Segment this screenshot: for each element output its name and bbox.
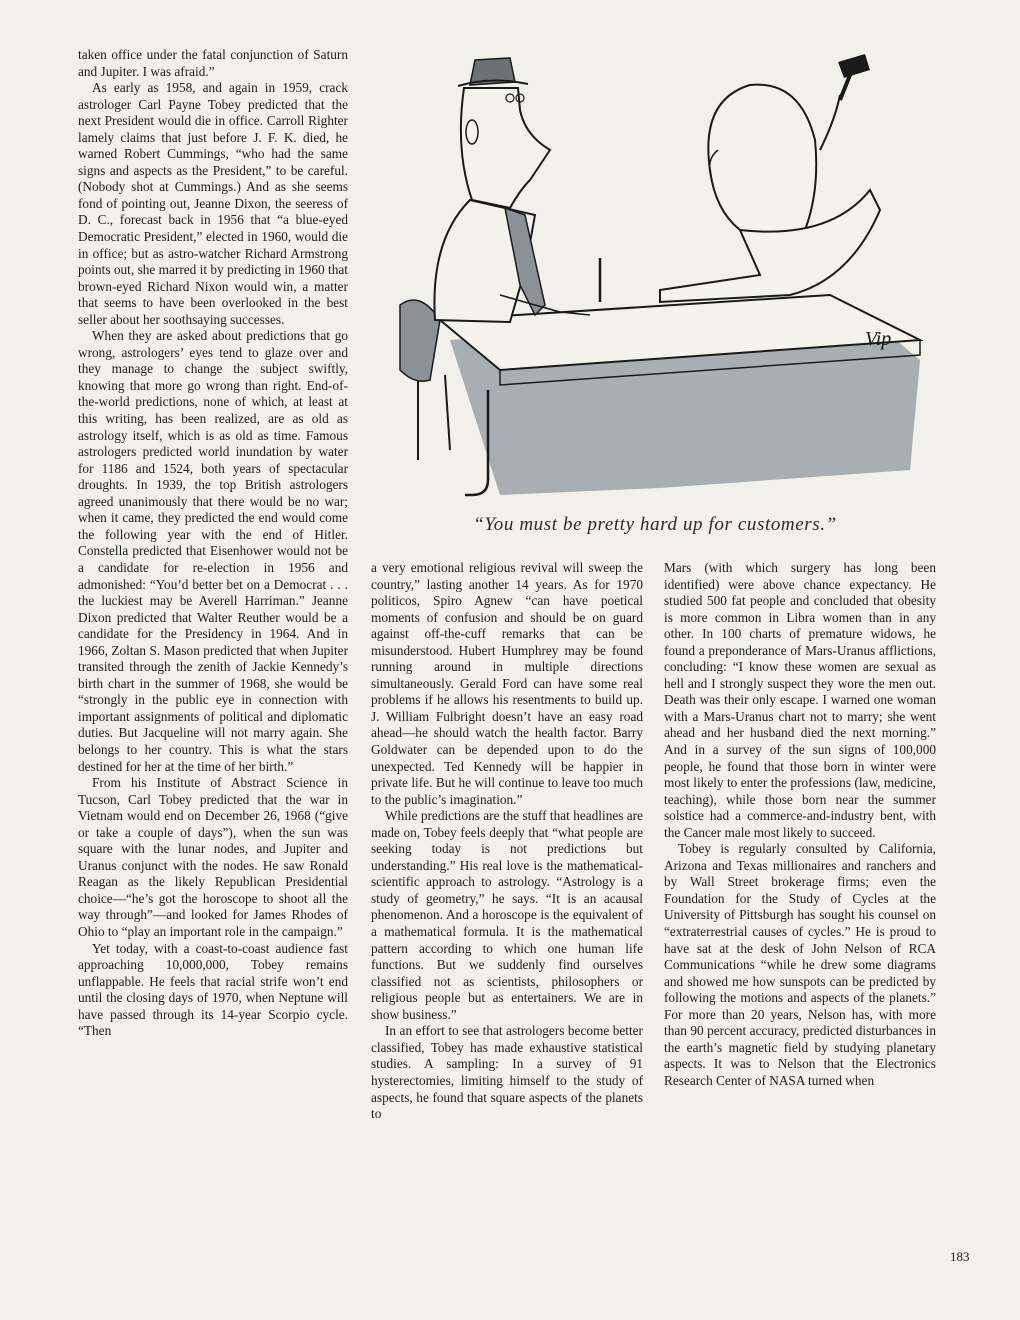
paragraph: Mars (with which surgery has long been identified) were above chance expectancy. He studied 500 fat people and concluded that obesity is more common in Libra women than in any other. In 100 charts of premature widows, he found a preponderance of Mars-Uranus afflictions, concluding: “I know these women are sexual as hell and I strongly suspect they wore the men out. Death was their only escape. I warned one woman with a Mars-Uranus chart not to marry; she went ahead and her husband died the next morning.” And in a survey of the sun signs of 100,000 people, he found that those born in winter were most likely to enter the professions (law, medicine, teaching), while those born near the summer solstice had a commerce-and-industry bent, with the Cancer male most likely to succeed. <box>664 560 936 840</box>
paragraph: In an effort to see that astrologers become better classified, Tobey has made exhaustive statistical studies. A sampling: In a survey of 91 hysterectomies, limiting himself to the study of aspects, he found that square aspects of the planets to <box>371 1023 643 1122</box>
cartoon-caption: “You must be pretty hard up for customers.” <box>473 514 837 535</box>
palm-reader-head <box>708 85 816 240</box>
paragraph: Yet today, with a coast-to-coast audience fast approaching 10,000,000, Tobey remains unflappable. He feels that racial strife won’t end until the closing days of 1970, when Neptune will have passed through its 14-year Scorpio cycle. “Then <box>78 940 348 1039</box>
paragraph: As early as 1958, and again in 1959, crack astrologer Carl Payne Tobey predicted that the next President would die in office. Carroll Righter lamely claims that just before J. F. K. died, he warned Robert Cummings, “who had the same signs and aspects as the President,” to be careful. (Nobody shot at Cummings.) And as she seems fond of pointing out, Jeanne Dixon, the seeress of D. C., forecast back in 1956 that “a blue-eyed Democratic President,” elected in 1960, would die in office; but as astro-watcher Richard Armstrong points out, she marred it by predicting in 1960 that brown-eyed Richard Nixon would win, a matter that seems to have been overlooked in the best seller about her soothsaying successes. <box>78 80 348 327</box>
paragraph: While predictions are the stuff that headlines are made on, Tobey feels deeply that “what people are seeking today is not predictions but understanding.” His real love is the mathematical-scientific approach to astrology. “Astrology is a study of geometry,” he says. “It is an acausal phenomenon. And a horoscope is the equivalent of a mathematical formula. It is the mathematical pattern according to which one human life functions. But we suddenly find ourselves classified not as scientists, philosophers or religious people but as entertainers. We are in show business.” <box>371 808 643 1022</box>
hammer-head <box>838 54 870 78</box>
paragraph: Tobey is regularly consulted by California, Arizona and Texas millionaires and ranchers and by Wall Street brokerage firms; even the Foundation for the Study of Cycles at the University of Pittsburgh has sought his counsel on “extraterrestrial causes of cycles.” He is proud to have sat at the desk of John Nelson of RCA Communications “while he drew some diagrams and showed me how sunspots can be predicted by following the motions and aspects of the planets.” For more than 20 years, Nelson has, with more than 90 percent accuracy, predicted disturbances in the earth’s magnetic field by studying planetary aspects. It was to Nelson that the Electronics Research Center of NASA turned when <box>664 841 936 1088</box>
paragraph: taken office under the fatal conjunction of Saturn and Jupiter. I was afraid.” <box>78 47 348 79</box>
chair-leg <box>445 375 450 450</box>
paragraph: When they are asked about predictions that go wrong, astrologers’ eyes tend to glaze over and they manage to change the subject swiftly, knowing that more go wrong than right. End-of-the-world predictions, none of which, at least at this writing, has been realized, are as old as astrology itself, which is as old as time. Famous astrologers predicted world inundation by water for 1186 and 1524, both years of spectacular droughts. In 1939, the top British astrologers agreed unanimously that there would be no war; when it came, they predicted the end would come the following year with the end of Hitler. Constella predicted that Eisenhower would not be a candidate for re-election in 1956 and admonished: “You’d better bet on a Democrat . . . the luckiest may be Averell Harriman.” Jeanne Dixon predicted that Walter Reuther would be a candidate for the Presidency in 1964. And in 1966, Zoltan S. Mason predicted that when Jupiter transited through the zenith of Jackie Kennedy’s birth chart in the summer of 1968, she would be “strongly in the public eye in connection with important assignments of political and diplomatic duties. But Jacqueline will not marry again. She belongs to her country. This is what the stars destined for her at the time of her birth.” <box>78 328 348 774</box>
paragraph: a very emotional religious revival will sweep the country,” lasting another 14 years. As for 1970 politicos, Spiro Agnew “can have poetical moments of confusion and should be on guard against off-the-cuff remarks that can be misunderstood. Hubert Humphrey may be found running around in multiple directions simultaneously. Gerald Ford can have some real problems if he allows his resentments to build up. J. William Fulbright doesn’t have an easy road ahead—he should watch the health factor. Barry Goldwater can be depended upon to do the unexpected. Ted Kennedy will be happier in private life. But he will continue to leave too much to the public’s imagination.” <box>371 560 643 807</box>
article-column-1 <box>78 47 348 1040</box>
article-column-2 <box>371 560 643 1123</box>
artist-signature: Vip <box>865 328 892 350</box>
page-number: 183 <box>950 1249 970 1264</box>
paragraph: From his Institute of Abstract Science in Tucson, Carl Tobey predicted that the war in Vietnam would end on December 26, 1968 (“give or take a couple of days”), when the sun was square with the lunar nodes, and Jupiter and Uranus conjunct with the nodes. He saw Ronald Reagan as the likely Republican Presidential choice—“he’s got the horoscope to shoot all the way through”—and looked for James Rhodes of Ohio to “play an important role in the campaign.” <box>78 775 348 939</box>
article-column-3 <box>664 560 936 1090</box>
cartoon-illustration <box>360 40 950 510</box>
raised-arm <box>820 95 840 150</box>
customer-head <box>461 88 550 208</box>
cartoon-drawing <box>360 40 950 510</box>
